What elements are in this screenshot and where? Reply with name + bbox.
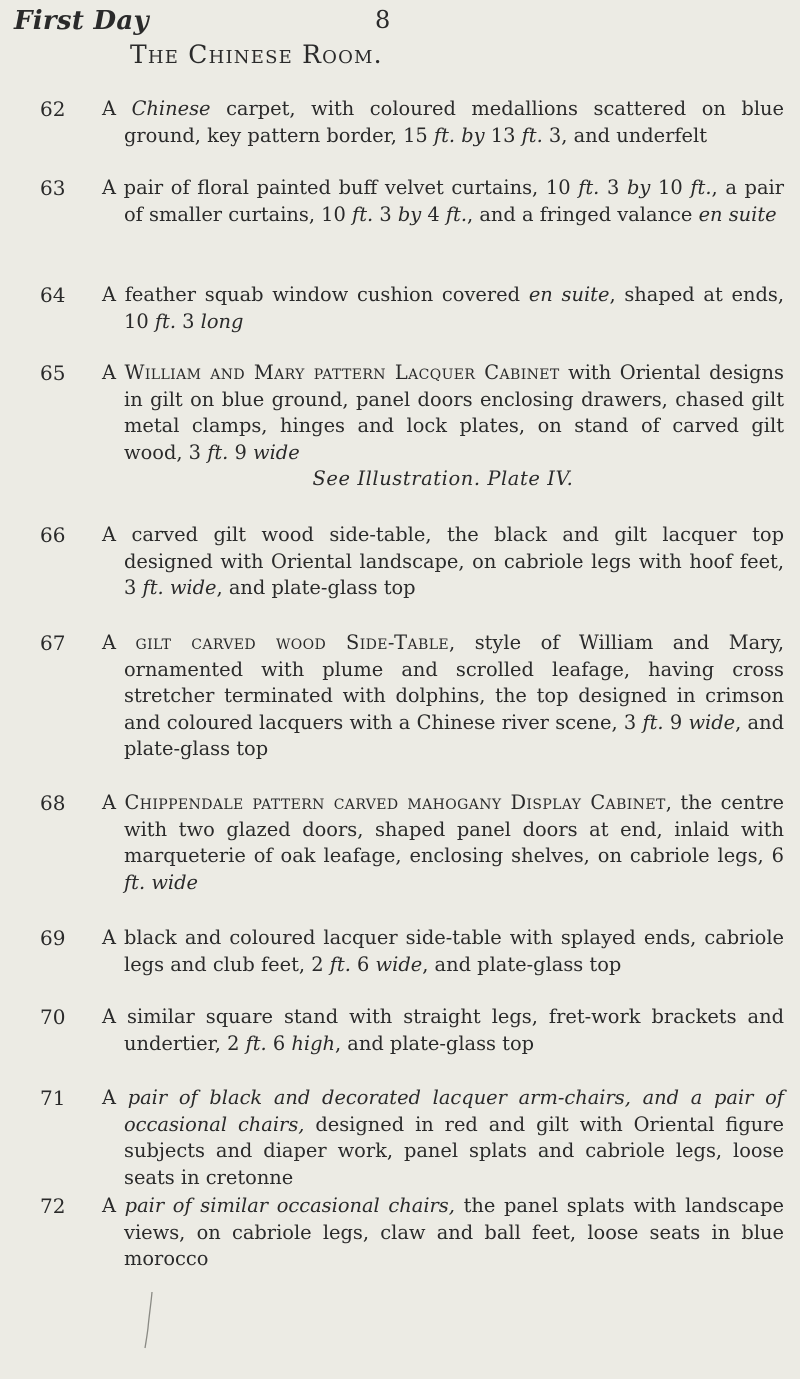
text-run: wide — [151, 870, 198, 894]
lot-number: 62 — [40, 97, 66, 121]
text-run: 9 — [228, 440, 253, 464]
text-run: A black and coloured lacquer side-table with splayed ends, cabriole legs and club feet, 2 — [102, 926, 784, 976]
text-run: A — [102, 791, 125, 814]
lot-description — [102, 522, 784, 602]
text-run: pair of black and decorated lacquer arm-chairs, and a pair of occasional chairs, — [124, 1086, 784, 1136]
lot-description — [102, 360, 784, 493]
text-run: 3, and underfelt — [542, 123, 707, 147]
text-run: 10 — [650, 176, 691, 199]
illustration-note: See Illustration. Plate IV. — [312, 467, 574, 490]
text-run: A — [102, 631, 136, 654]
text-run: with Oriental designs in gilt on blue ground, panel doors enclosing drawers, chased gilt metal clamps, hinges and lock plates, on stand of carved gilt wood, 3 — [124, 361, 784, 464]
text-run: William and Mary pattern Lacquer Cabinet — [124, 361, 560, 384]
text-run: , and plate-glass top — [334, 1031, 535, 1055]
text-run: 4 — [421, 202, 446, 226]
text-run: en suite — [698, 202, 777, 226]
text-run: 3 — [599, 176, 627, 199]
text-run: Chinese — [131, 97, 211, 120]
lot-description — [102, 1004, 784, 1057]
lot-description — [102, 925, 784, 978]
text-run: wide — [688, 710, 736, 734]
text-run: ft. — [207, 440, 229, 464]
text-run: 6 — [266, 1031, 292, 1055]
text-run: ft. — [352, 202, 374, 226]
text-run: A — [102, 1194, 125, 1217]
text-run: 13 — [484, 123, 522, 147]
text-run: A feather squab window cushion covered — [102, 283, 529, 306]
text-run: , and plate-glass top — [422, 952, 622, 976]
text-run: 3 — [373, 202, 398, 226]
text-run: A — [102, 97, 132, 120]
text-run: , and a fringed valance — [467, 202, 699, 226]
text-run: 9 — [663, 710, 689, 734]
text-run: carpet, with coloured medallions scattered on blue ground, key pattern border, 15 — [124, 97, 785, 147]
text-run: A — [102, 1086, 128, 1109]
lot-number: 69 — [40, 926, 66, 950]
text-run: 3 — [175, 309, 201, 333]
lot-description — [102, 96, 784, 149]
text-run: ft. — [578, 176, 600, 199]
text-run: ft. — [124, 870, 146, 894]
text-run: ft. — [329, 952, 351, 976]
text-run: , the centre with two glazed doors, shaped panel doors at end, inlaid with marqueterie of oak leafage, enclosing shelves, on cabriole legs, 6 — [124, 791, 784, 867]
lot-description — [102, 175, 784, 228]
text-run: , and plate-glass top — [124, 710, 784, 760]
text-run: gilt carved wood Side-Table — [135, 631, 450, 654]
text-run: A carved gilt wood side-table, the black and gilt lacquer top designed with Oriental landscape, on cabriole legs with hoof feet, 3 — [102, 523, 784, 599]
day-heading: First Day — [14, 6, 149, 36]
page-number: 8 — [375, 6, 391, 34]
text-run: ft. — [445, 202, 468, 226]
text-run: A similar square stand with straight legs, fret-work brackets and undertier, 2 — [102, 1005, 784, 1055]
text-run: pair of similar occasional chairs, — [124, 1194, 455, 1217]
text-run: designed in red and gilt with Oriental figure subjects and diaper work, panel splats and cabriole legs, loose seats in cretonne — [124, 1112, 784, 1189]
lot-number: 65 — [40, 361, 66, 385]
lot-number: 71 — [40, 1086, 66, 1110]
text-run: by — [626, 176, 651, 199]
text-run: wide — [253, 440, 300, 464]
text-run: , and plate-glass top — [216, 576, 416, 599]
text-run: by — [397, 202, 422, 226]
lot-number: 68 — [40, 791, 66, 815]
text-run: wide — [375, 952, 423, 976]
text-run: the panel splats with landscape views, on cabriole legs, claw and ball feet, loose seats in blue morocco — [124, 1194, 784, 1270]
lot-number: 64 — [40, 283, 66, 307]
text-run: , style of William and Mary, ornamented with plume and scrolled leafage, having cross stretcher terminated with dolphins, the top designed in crimson and coloured lacquers with a Chinese river scene, 3 — [124, 631, 784, 734]
lot-number: 66 — [40, 523, 66, 547]
ink-stain — [143, 1290, 157, 1350]
text-run: Chippendale pattern carved mahogany Display Cabinet — [124, 791, 666, 814]
text-run: ft. — [154, 309, 176, 333]
text-run: high — [291, 1031, 335, 1055]
text-run: , a pair of smaller curtains, 10 — [124, 176, 784, 226]
lot-description — [102, 1085, 784, 1191]
text-run: , shaped at ends, 10 — [124, 283, 784, 333]
text-run: ft. — [690, 176, 712, 199]
text-run: A pair of floral painted buff velvet curtains, 10 — [102, 176, 579, 199]
text-run: ft. — [142, 576, 164, 599]
text-run: 6 — [350, 952, 376, 976]
lot-number: 70 — [40, 1005, 66, 1029]
lot-description — [102, 282, 784, 335]
lot-description — [102, 1193, 784, 1273]
text-run: by — [461, 123, 485, 147]
room-title: The Chinese Room. — [130, 40, 383, 69]
text-run: ft. — [521, 123, 543, 147]
lot-number: 63 — [40, 176, 66, 200]
text-run: A — [102, 361, 125, 384]
text-run: wide — [169, 576, 217, 599]
lot-number: 67 — [40, 631, 66, 655]
lot-number: 72 — [40, 1194, 66, 1218]
text-run: ft. — [433, 123, 456, 147]
lot-description — [102, 630, 784, 763]
text-run: long — [200, 309, 244, 333]
text-run: en suite — [528, 283, 610, 306]
text-run: ft. — [642, 710, 664, 734]
text-run: ft. — [245, 1031, 267, 1055]
lot-description — [102, 790, 784, 896]
